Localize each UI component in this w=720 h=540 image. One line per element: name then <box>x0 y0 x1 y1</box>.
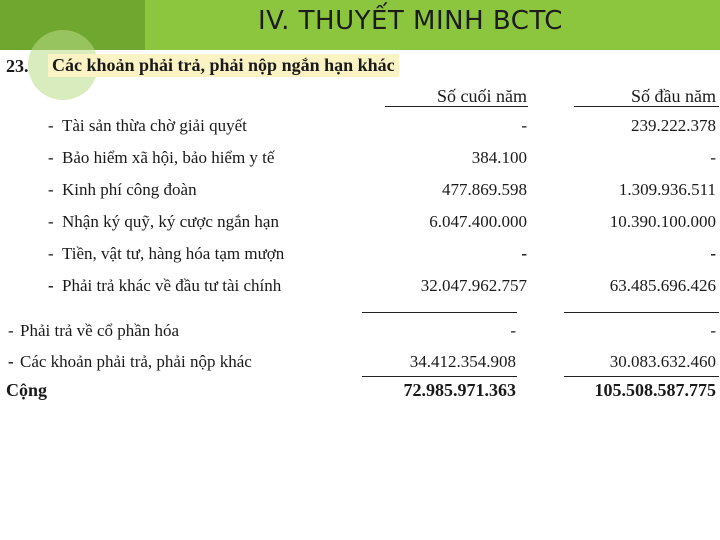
row-value-begin: 1.309.936.511 <box>618 180 716 199</box>
row-bullet: - <box>48 116 54 135</box>
row-bullet: - <box>48 180 54 199</box>
total-value-end: 72.985.971.363 <box>403 380 516 400</box>
row-value-begin: 30.083.632.460 <box>609 352 716 371</box>
row-value-end: 34.412.354.908 <box>409 352 516 371</box>
row-value-end: - <box>521 244 527 263</box>
row-value-end: 477.869.598 <box>442 180 527 199</box>
row-value-begin: 10.390.100.000 <box>609 212 716 231</box>
row-label: Các khoản phải trả, phải nộp khác <box>20 352 252 371</box>
row-value-begin: 63.485.696.426 <box>609 276 716 295</box>
row-label: Tiền, vật tư, hàng hóa tạm mượn <box>62 244 285 263</box>
row-value-end: - <box>521 116 527 135</box>
row-label: Tài sản thừa chờ giải quyết <box>62 116 247 135</box>
row-value-begin: - <box>710 321 716 340</box>
row-label: Bảo hiểm xã hội, bảo hiểm y tế <box>62 148 275 167</box>
row-value-begin: 239.222.378 <box>631 116 716 135</box>
section-title: Các khoản phải trả, phải nộp ngắn hạn khác <box>48 54 399 77</box>
row-label: Phải trả về cổ phần hóa <box>20 321 180 340</box>
total-value-begin: 105.508.587.775 <box>594 380 716 400</box>
row-bullet: - <box>8 352 14 371</box>
column-header-end-of-year: Số cuối năm <box>437 86 527 106</box>
row-value-end: 6.047.400.000 <box>429 212 527 231</box>
subtotal-rule-end <box>362 312 517 313</box>
row-label: Phải trả khác về đầu tư tài chính <box>62 276 282 295</box>
row-value-begin: - <box>710 148 716 167</box>
row-value-end: - <box>510 321 516 340</box>
slide-title: IV. THUYẾT MINH BCTC <box>258 6 563 36</box>
row-label: Nhận ký quỹ, ký cược ngắn hạn <box>62 212 279 231</box>
row-label: Kinh phí công đoàn <box>62 180 197 199</box>
row-bullet: - <box>48 148 54 167</box>
row-value-end: 32.047.962.757 <box>420 276 527 295</box>
row-bullet: - <box>48 244 54 263</box>
row-bullet: - <box>48 276 54 295</box>
total-label: Cộng <box>6 380 48 400</box>
subtotal-rule-begin <box>564 312 719 313</box>
total-rule-end <box>362 376 517 377</box>
column-header-beginning-of-year: Số đầu năm <box>631 86 716 106</box>
section-number: 23. <box>6 56 29 76</box>
row-value-begin: - <box>710 244 716 263</box>
row-value-end: 384.100 <box>471 148 527 167</box>
total-rule-begin <box>564 376 719 377</box>
row-bullet: - <box>8 321 14 340</box>
row-bullet: - <box>48 212 54 231</box>
